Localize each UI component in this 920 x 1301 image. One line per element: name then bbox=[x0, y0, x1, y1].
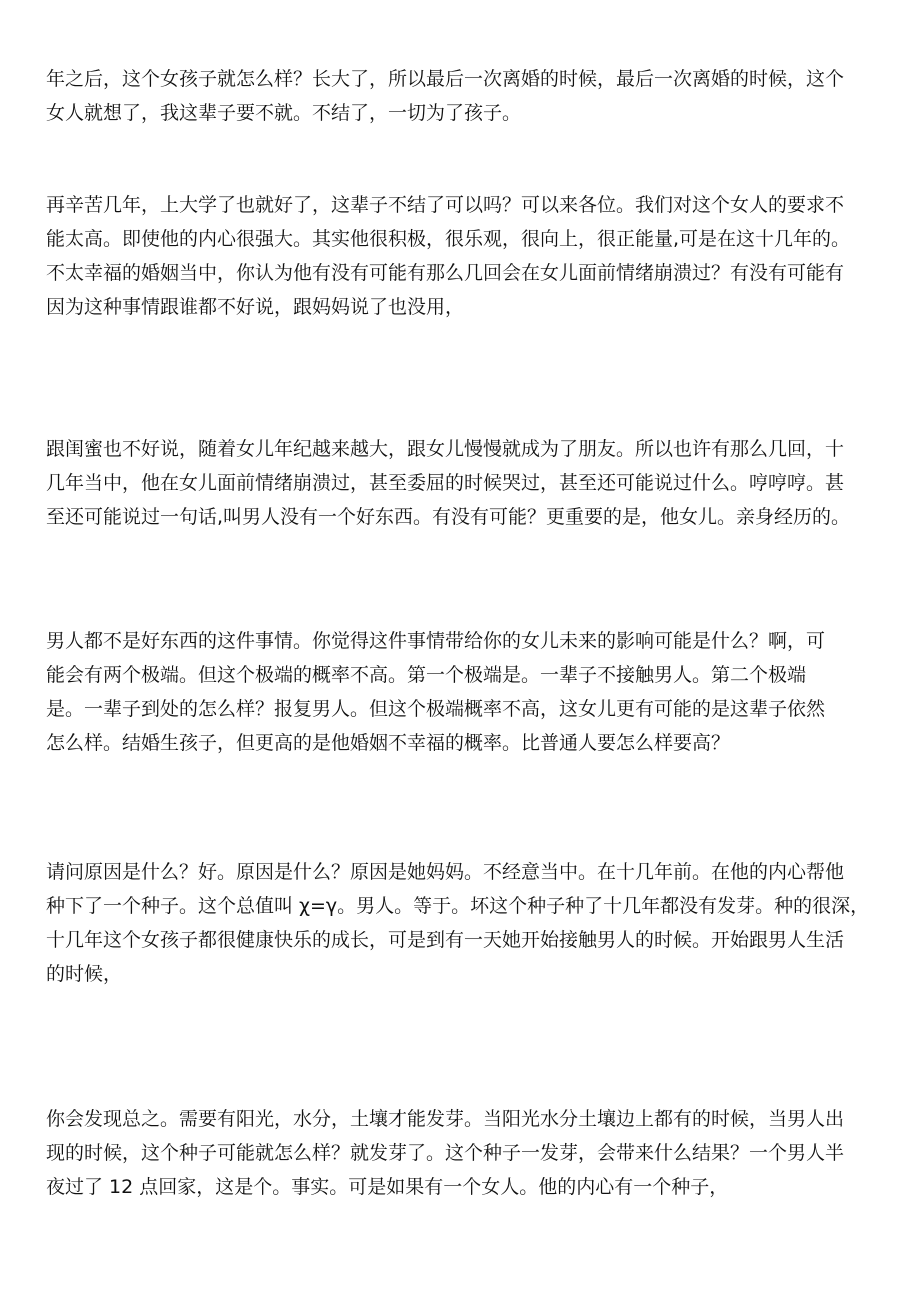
text-line: 十几年这个女孩子都很健康快乐的成长，可是到有一天她开始接触男人的时候。开始跟男人生活 bbox=[46, 929, 845, 951]
paragraph bbox=[46, 188, 886, 324]
text-line: 是。一辈子到处的怎么样？报复男人。但这个极端概率不高，这女儿更有可能的是这辈子依然 bbox=[46, 698, 826, 720]
text-line: 能会有两个极端。但这个极端的概率不高。第一个极端是。一辈子不接触男人。第二个极端 bbox=[46, 664, 807, 686]
text-line: 因为这种事情跟谁都不好说，跟妈妈说了也没用， bbox=[46, 296, 465, 318]
text-line: 年之后，这个女孩子就怎么样？长大了，所以最后一次离婚的时候，最后一次离婚的时候，这个 bbox=[46, 68, 845, 90]
paragraph bbox=[46, 432, 886, 534]
text-line: 你会发现总之。需要有阳光，水分，土壤才能发芽。当阳光水分土壤边上都有的时候，当男人出 bbox=[46, 1108, 845, 1130]
text-line: 女人就想了，我这辈子要不就。不结了，一切为了孩子。 bbox=[46, 102, 522, 124]
text-line: 跟闺蜜也不好说，随着女儿年纪越来越大，跟女儿慢慢就成为了朋友。所以也许有那么几回，十 bbox=[46, 438, 845, 460]
text-line: 至还可能说过一句话,叫男人没有一个好东西。有没有可能？更重要的是，他女儿。亲身经历的。 bbox=[46, 506, 851, 528]
paragraph bbox=[46, 62, 886, 130]
paragraph bbox=[46, 1102, 886, 1204]
paragraph bbox=[46, 855, 886, 991]
text-line: 再辛苦几年，上大学了也就好了，这辈子不结了可以吗？可以来各位。我们对这个女人的要求不 bbox=[46, 194, 845, 216]
text-line: 几年当中，他在女儿面前情绪崩溃过，甚至委屈的时候哭过，甚至还可能说过什么。哼哼哼。甚 bbox=[46, 472, 845, 494]
paragraph bbox=[46, 624, 886, 760]
text-line: 请问原因是什么？好。原因是什么？原因是她妈妈。不经意当中。在十几年前。在他的内心帮他 bbox=[46, 861, 845, 883]
text-line: 怎么样。结婚生孩子，但更高的是他婚姻不幸福的概率。比普通人要怎么样要高？ bbox=[46, 732, 731, 754]
text-line: 的时候， bbox=[46, 963, 123, 985]
text-line: 种下了一个种子。这个总值叫 χ=γ。男人。等于。坏这个种子种了十几年都没有发芽。种的很深， bbox=[46, 895, 870, 917]
text-line: 能太高。即使他的内心很强大。其实他很积极，很乐观，很向上，很正能量,可是在这十几年的。 bbox=[46, 228, 851, 250]
text-line: 不太幸福的婚姻当中，你认为他有没有可能有那么几回会在女儿面前情绪崩溃过？有没有可能有 bbox=[46, 262, 845, 284]
text-line: 夜过了 12 点回家，这是个。事实。可是如果有一个女人。他的内心有一个种子， bbox=[46, 1176, 729, 1198]
text-line: 男人都不是好东西的这件事情。你觉得这件事情带给你的女儿未来的影响可能是什么？啊，可 bbox=[46, 630, 826, 652]
text-line: 现的时候，这个种子可能就怎么样？就发芽了。这个种子一发芽，会带来什么结果？一个男人半 bbox=[46, 1142, 845, 1164]
